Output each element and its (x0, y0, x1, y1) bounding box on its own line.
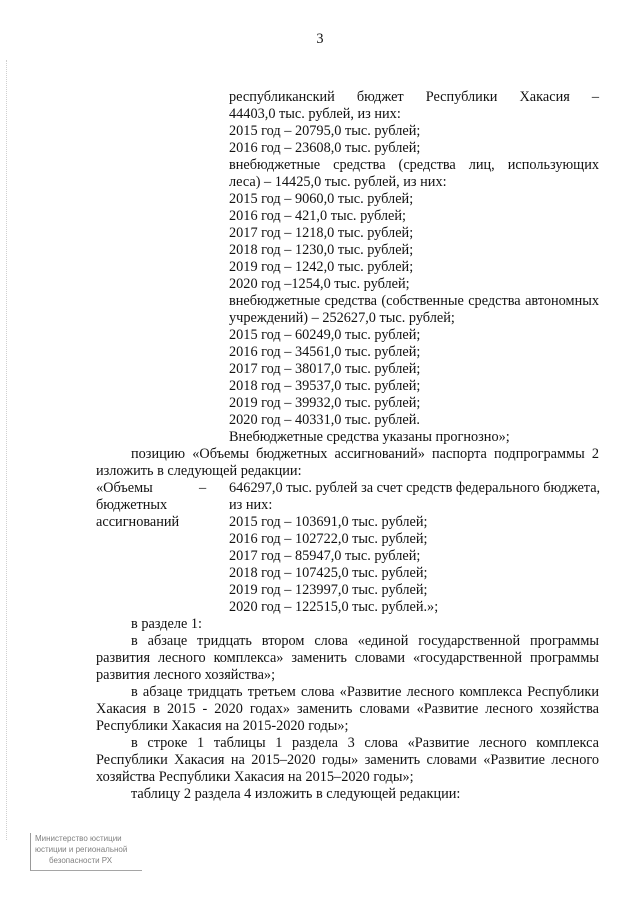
paragraph-line: развития лесного хозяйства»; (96, 667, 276, 683)
passport-value: 2016 год – 102722,0 тыс. рублей; (229, 531, 428, 547)
text-line: внебюджетные средства (средства лиц, использующих (229, 157, 599, 173)
text-line: Внебюджетные средства указаны прогнозно»; (229, 429, 510, 445)
text-line: 2017 год – 38017,0 тыс. рублей; (229, 361, 421, 377)
text-line: внебюджетные средства (собственные средства автономных (229, 293, 599, 309)
paragraph-line: Хакасия в 2015 - 2020 годах» заменить словами «Развитие лесного хозяйства (96, 701, 599, 717)
text-line: 2020 год – 40331,0 тыс. рублей. (229, 412, 420, 428)
paragraph-line: развития лесного комплекса» заменить словами «государственной программы (96, 650, 599, 666)
passport-dash: – (199, 480, 207, 496)
passport-label: ассигнований (96, 514, 180, 530)
text-line: леса) – 14425,0 тыс. рублей, из них: (229, 174, 447, 190)
paragraph-line: позицию «Объемы бюджетных ассигнований» паспорта подпрограммы 2 (131, 446, 599, 462)
text-line: 2016 год – 34561,0 тыс. рублей; (229, 344, 421, 360)
passport-value: 2018 год – 107425,0 тыс. рублей; (229, 565, 428, 581)
ministry-stamp (30, 833, 142, 871)
paragraph-line: Республики Хакасия на 2015–2020 годы» заменить словами «Развитие лесного (96, 752, 599, 768)
passport-value: 2017 год – 85947,0 тыс. рублей; (229, 548, 421, 564)
text-line: 2019 год – 39932,0 тыс. рублей; (229, 395, 421, 411)
paragraph-line: Республики Хакасия на 2015-2020 годы»; (96, 718, 349, 734)
scan-edge-artifact (6, 60, 9, 840)
stamp-line: Министерство юстиции (35, 834, 122, 843)
paragraph-line: в строке 1 таблицы 1 раздела 3 слова «Развитие лесного комплекса (131, 735, 599, 751)
paragraph-line: хозяйства Республики Хакасия на 2015–2020 годы»; (96, 769, 414, 785)
paragraph-line: в абзаце тридцать третьем слова «Развитие лесного комплекса Республики (131, 684, 599, 700)
passport-value: 2020 год – 122515,0 тыс. рублей.»; (229, 599, 439, 615)
text-line: 2020 год –1254,0 тыс. рублей; (229, 276, 410, 292)
paragraph-line: таблицу 2 раздела 4 изложить в следующей редакции: (131, 786, 461, 802)
passport-value: 2015 год – 103691,0 тыс. рублей; (229, 514, 428, 530)
passport-value: 646297,0 тыс. рублей за счет средств федерального бюджета, (229, 480, 601, 496)
text-line: республиканский бюджет Республики Хакасия – (229, 89, 599, 105)
text-line: 2015 год – 9060,0 тыс. рублей; (229, 191, 414, 207)
passport-label: бюджетных (96, 497, 168, 513)
text-line: 44403,0 тыс. рублей, из них: (229, 106, 401, 122)
paragraph-line: в разделе 1: (131, 616, 203, 632)
paragraph-line: изложить в следующей редакции: (96, 463, 302, 479)
page-number: 3 (316, 31, 324, 47)
text-line: 2017 год – 1218,0 тыс. рублей; (229, 225, 414, 241)
text-line: учреждений) – 252627,0 тыс. рублей; (229, 310, 455, 326)
passport-value: из них: (229, 497, 273, 513)
text-line: 2019 год – 1242,0 тыс. рублей; (229, 259, 414, 275)
stamp-line: юстиции и региональной (35, 845, 128, 854)
passport-value: 2019 год – 123997,0 тыс. рублей; (229, 582, 428, 598)
stamp-line: безопасности РХ (49, 856, 113, 865)
text-line: 2018 год – 39537,0 тыс. рублей; (229, 378, 421, 394)
passport-label: «Объемы (96, 480, 153, 496)
text-line: 2015 год – 20795,0 тыс. рублей; (229, 123, 421, 139)
text-line: 2016 год – 23608,0 тыс. рублей; (229, 140, 421, 156)
paragraph-line: в абзаце тридцать втором слова «единой государственной программы (131, 633, 599, 649)
text-line: 2015 год – 60249,0 тыс. рублей; (229, 327, 421, 343)
text-line: 2018 год – 1230,0 тыс. рублей; (229, 242, 414, 258)
text-line: 2016 год – 421,0 тыс. рублей; (229, 208, 407, 224)
